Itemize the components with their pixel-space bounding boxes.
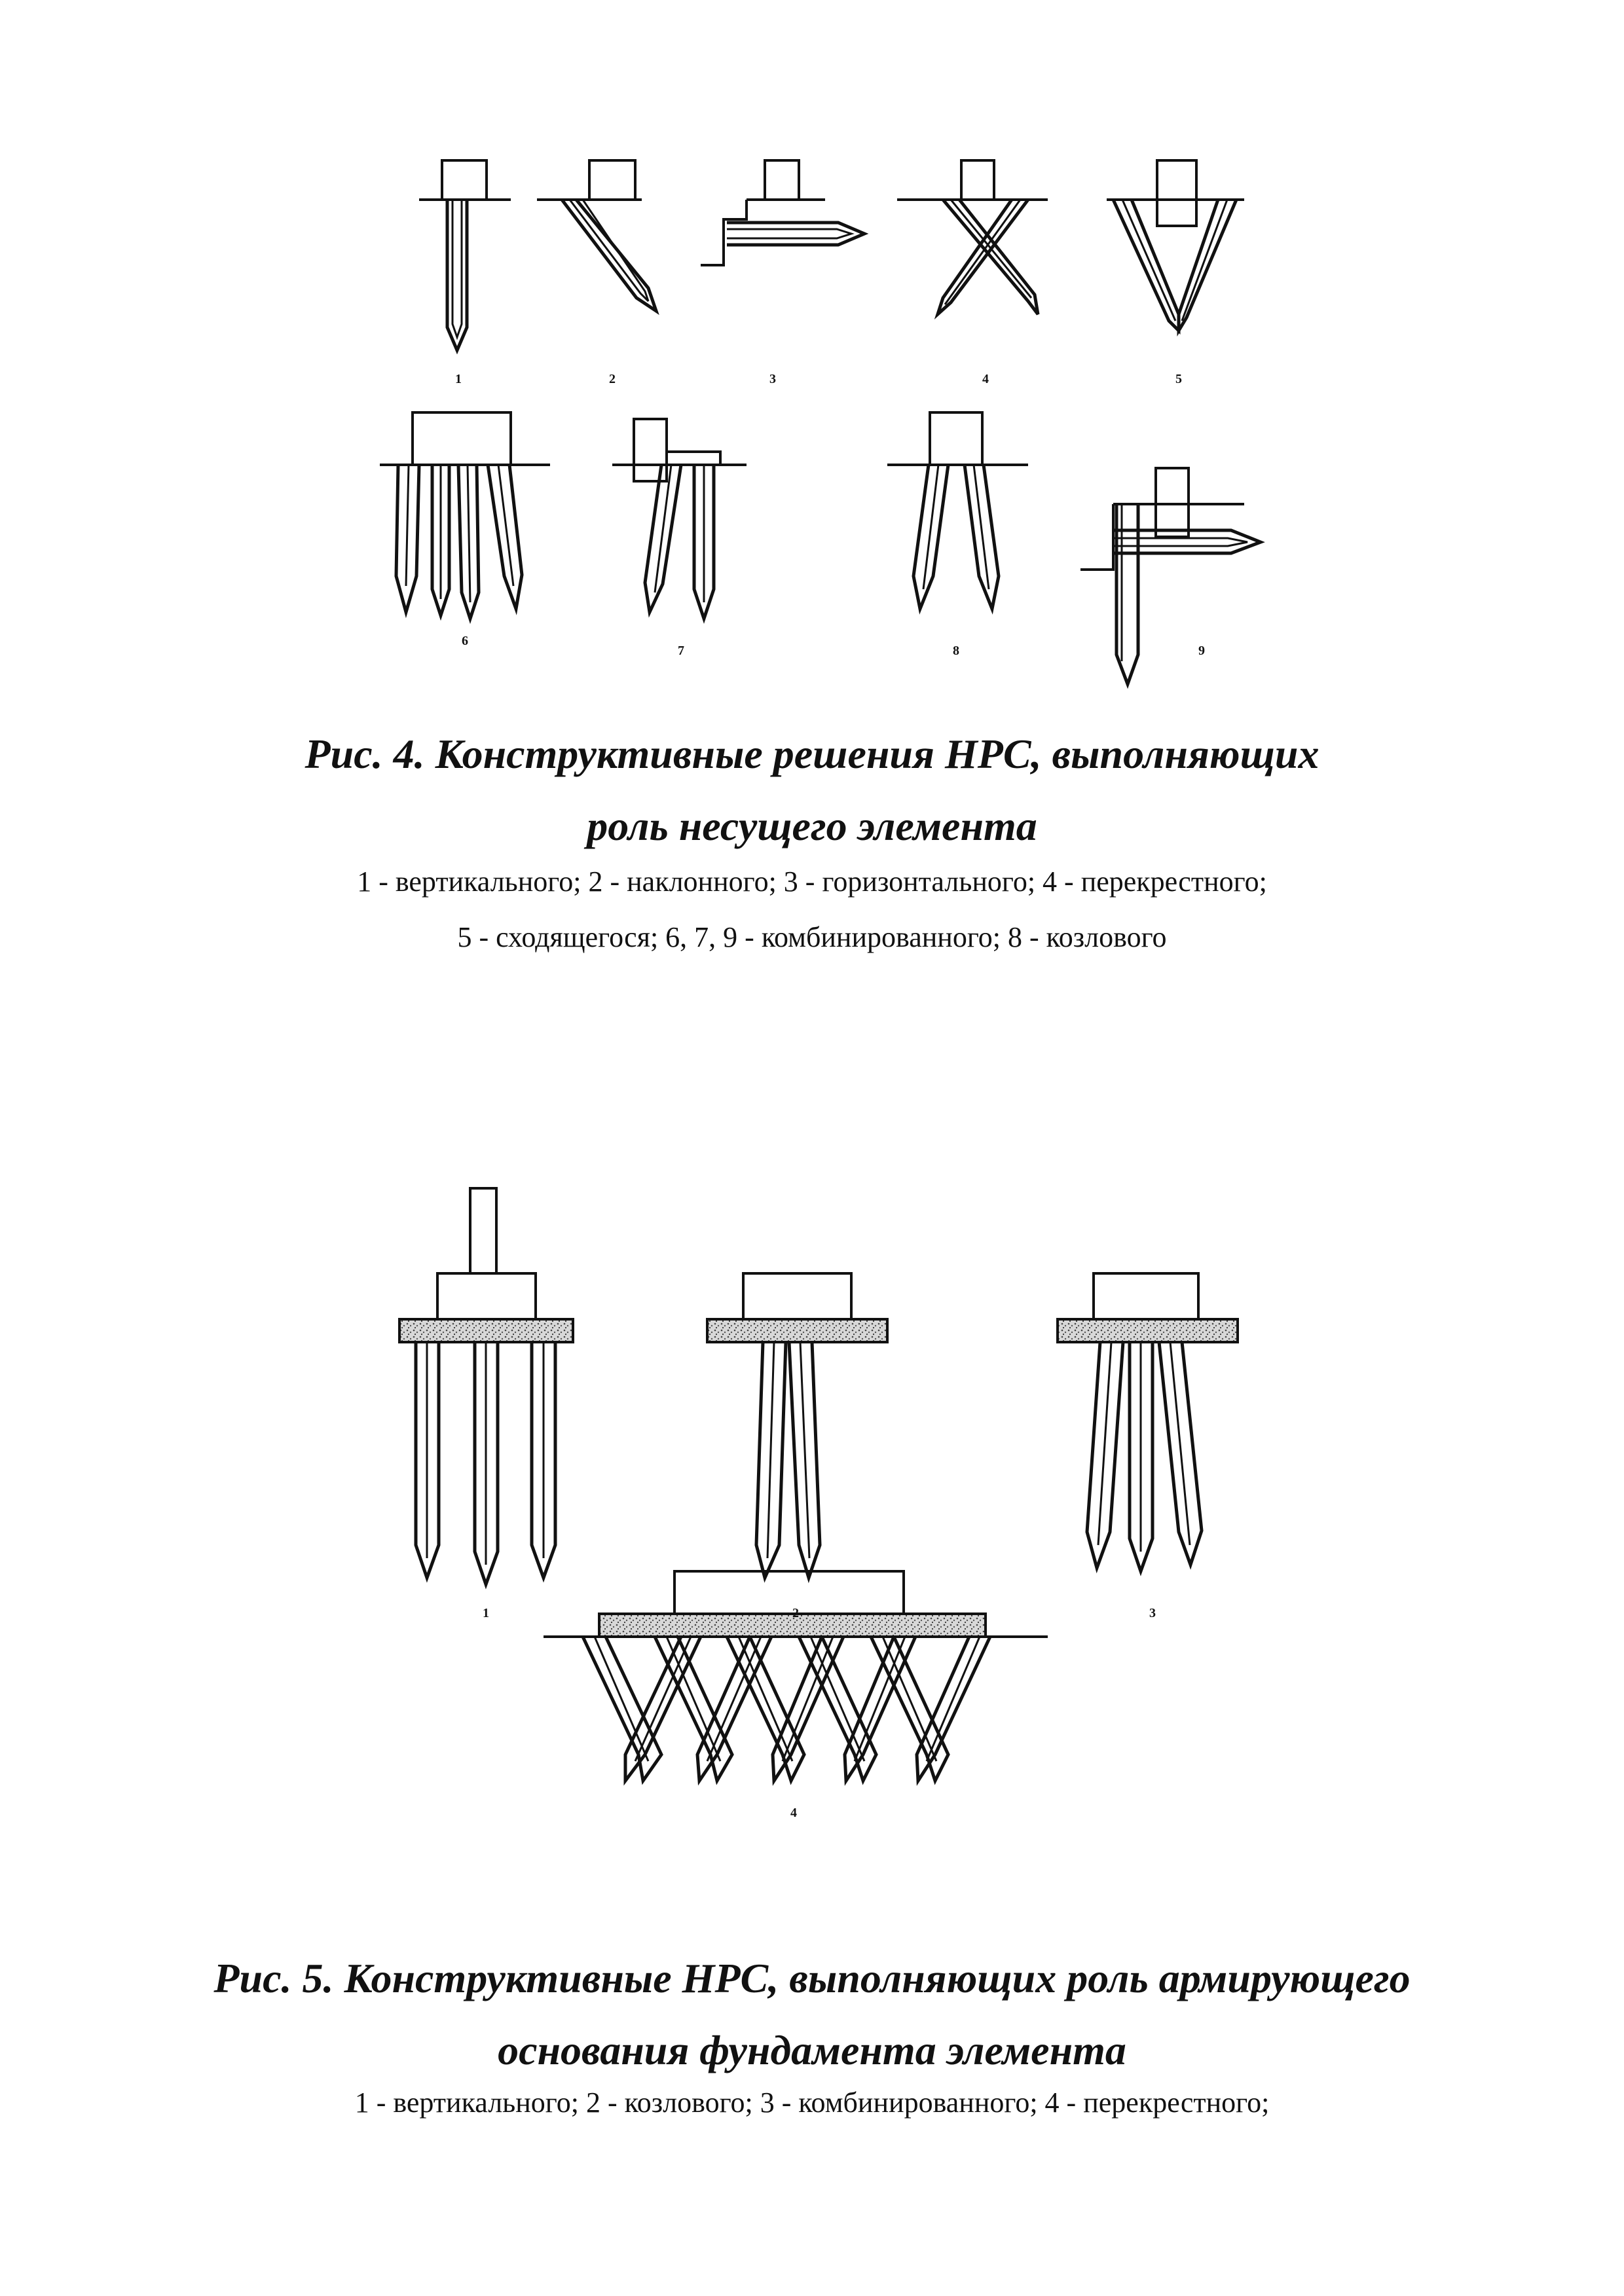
- fig4-number: 7: [678, 644, 684, 658]
- figure-5-title-line-2: основания фундамента элемента: [498, 2027, 1126, 2073]
- fig5-item-1-vertical: [399, 1188, 573, 1584]
- fig4-number: 1: [455, 372, 462, 386]
- fig5-number: 2: [792, 1606, 799, 1620]
- figure-5-title-line-1: Рис. 5. Конструктивные НРС, выполняющих роль армирующего: [213, 1955, 1411, 2001]
- fig4-item-5-converging: [1107, 160, 1244, 331]
- fig4-item-numbers: [455, 372, 1205, 658]
- fig4-item-1-vertical: [419, 160, 511, 350]
- figure-4-title-line-2: роль несущего элемента: [587, 803, 1037, 849]
- fig4-item-3-horizontal: [701, 160, 864, 265]
- figure-5-caption-line-1: 1 - вертикального; 2 - козлового; 3 - комбинированного; 4 - перекрестного;: [354, 2086, 1270, 2119]
- fig4-number: 9: [1198, 644, 1205, 658]
- figure-4-caption-line-2: 5 - сходящегося; 6, 7, 9 - комбинированного; 8 - козлового: [457, 921, 1167, 953]
- fig4-item-2-inclined: [537, 160, 656, 311]
- fig4-number: 3: [769, 372, 776, 386]
- fig4-item-8-trestle: [887, 412, 1028, 609]
- fig5-item-2-trestle: [707, 1273, 887, 1578]
- fig5-item-4-cross: [544, 1571, 1048, 1781]
- fig5-item-3-combined: [1058, 1273, 1238, 1571]
- fig4-item-7-combined: [612, 419, 747, 619]
- fig5-number: 3: [1149, 1606, 1156, 1620]
- fig5-number: 1: [483, 1606, 489, 1620]
- fig4-item-4-cross: [897, 160, 1048, 314]
- fig4-number: 4: [982, 372, 989, 386]
- fig4-number: 5: [1175, 372, 1182, 386]
- figure-4-caption-line-1: 1 - вертикального; 2 - наклонного; 3 - горизонтального; 4 - перекрестного;: [357, 866, 1267, 898]
- fig4-item-6-combined: [380, 412, 550, 619]
- fig4-number: 2: [609, 372, 616, 386]
- fig4-number: 6: [462, 634, 468, 648]
- figure-4-title-line-1: Рис. 4. Конструктивные решения НРС, выполняющих: [304, 731, 1320, 777]
- fig5-number: 4: [790, 1806, 797, 1820]
- fig4-item-9-combined: [1080, 468, 1261, 684]
- fig4-number: 8: [953, 644, 959, 658]
